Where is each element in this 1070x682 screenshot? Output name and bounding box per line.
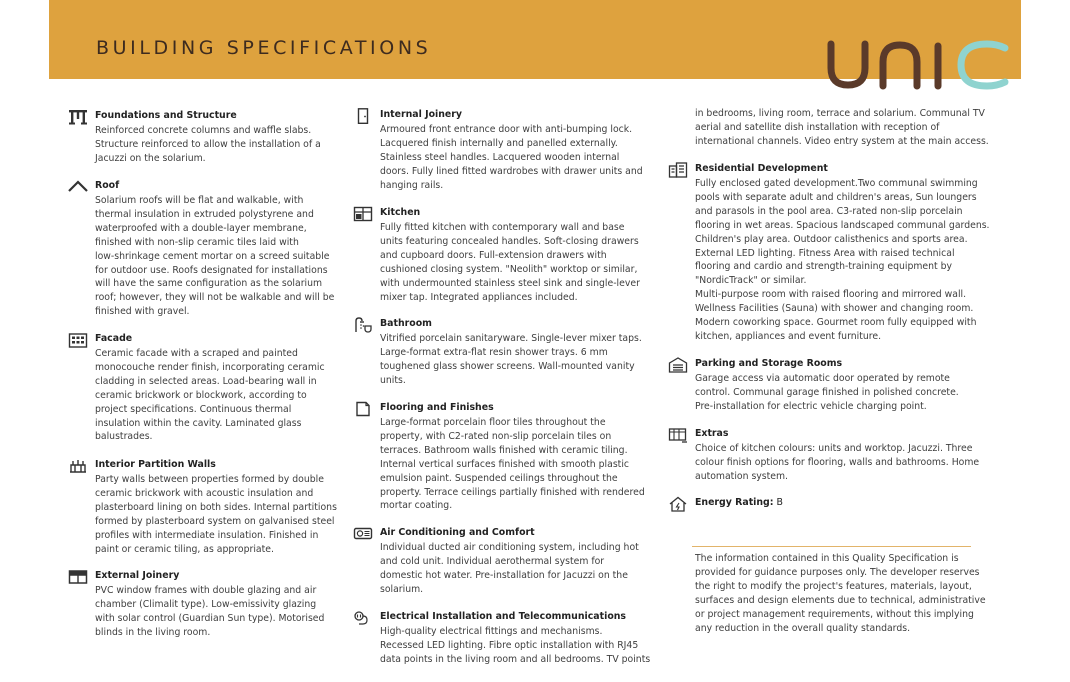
kitchen-icon [353,206,373,222]
body-line: Lacquered finish internally and panelled externally. [380,137,618,149]
energy-house-icon [668,496,688,512]
body-line: Individual ducted air conditioning system, including hot [380,542,639,553]
body-line: chamber (Climalit type). Low-emissivity glazing [95,598,317,610]
body-line: Party walls between properties formed by double [95,474,324,485]
section-title: Foundations and Structure [95,110,237,121]
section-body [380,332,642,388]
body-line: automation system. [695,470,789,482]
body-line: with solar control (Guardian Sun type). Motorised [95,612,325,624]
section-title: Internal Joinery [380,109,463,120]
section-flooring [353,402,645,513]
body-line: will have the same configuration as the solarium [95,278,323,290]
section-extras [668,428,979,484]
section-title: Air Conditioning and Comfort [380,527,535,538]
section-residential [668,163,990,344]
energy-rating-label: Energy Rating: [695,497,774,508]
body-line: Choice of kitchen colours: units and worktop. Jacuzzi. Three [695,443,973,454]
body-line: Armoured front entrance door with anti-bumping lock. [380,124,633,135]
section-title: Electrical Installation and Telecommunications [380,611,627,622]
section-partition-walls [68,459,337,556]
section-title: Residential Development [695,163,828,174]
body-line: ceramic brickwork or blockwork, according to [95,389,307,401]
body-line: and cold unit. Individual aerothermal system for [380,555,605,567]
header-band [49,0,1021,79]
section-parking [668,358,959,414]
disclaimer [695,552,986,635]
air-conditioning-icon [353,526,373,542]
body-line: units. [380,374,406,386]
body-line: solarium. [380,583,424,595]
door-icon [353,108,373,124]
body-line: for outdoor use. Roofs designated for installations [95,264,328,276]
body-line: formed by plasterboard system on galvanised steel [95,515,335,527]
body-line: insulation within the cavity. Laminated glass [95,417,302,429]
page-title: BUILDING SPECIFICATIONS [96,37,432,59]
body-line: doors. Fully lined fitted wardrobes with drawer units and [380,165,643,177]
body-line: flooring in wet areas. Spacious landscaped communal gardens. [695,219,990,231]
body-line: in bedrooms, living room, terrace and solarium. Communal TV [695,108,985,119]
body-line: cladding in selected areas. Load-bearing wall in [95,375,317,387]
body-line: Wellness Facilities (Sauna) with shower and changing room. [695,303,974,315]
garage-icon [668,357,688,373]
body-line: balustrades. [95,431,153,443]
body-line: Modern coworking space. Gourmet room fully equipped with [695,317,977,329]
section-title: Extras [695,428,729,439]
body-line: emulsion paint. Suspended ceilings throughout the [380,472,618,484]
body-line: plasterboard lining on both sides. Internal partitions [95,501,337,513]
section-foundations [68,110,321,166]
body-line: low-shrinkage cement mortar on a screed suitable [95,250,330,262]
body-line: Internal vertical surfaces finished with smooth plastic [380,458,630,470]
body-line: property, with C2-rated non-slip porcelain tiles on [380,430,612,442]
body-line: waterproofed with a double-layer membrane, [95,222,307,234]
body-line: Multi-purpose room with raised flooring and mirrored wall. [695,289,967,301]
body-line: pools with separate adult and children's areas, Sun loungers [695,191,977,203]
body-line: colour finish options for flooring, walls and bathrooms. Home [695,456,980,468]
section-body [95,473,337,556]
body-line: Stainless steel handles. Lacquered wooden internal [380,151,620,163]
electrical-plug-icon [353,610,373,626]
energy-rating-value: B [773,497,783,508]
body-line: and cupboard doors. Full-extension drawers with [380,249,607,261]
section-facade [68,333,325,444]
section-electrical [353,611,650,667]
body-line: profiles with intermediate insulation. Finished in [95,529,319,541]
body-line: Large-format extra-flat resin shower trays. 6 mm [380,346,608,358]
body-line: Solarium roofs will be flat and walkable, with [95,195,304,206]
body-line: Garage access via automatic door operated by remote [695,373,950,384]
extras-icon [668,427,688,443]
body-line: finished with gravel. [95,306,190,318]
body-line: Jacuzzi on the solarium. [95,152,206,164]
unic-logo [825,36,1015,92]
body-line: Recessed LED lighting. Fibre optic installation with RJ45 [380,639,639,651]
section-air-conditioning [353,527,639,597]
roof-icon [68,179,88,195]
section-title: Roof [95,180,120,191]
body-line: data points in the living room and all bedrooms. TV points [380,653,651,665]
section-title: Kitchen [380,207,421,218]
section-roof [68,180,334,319]
body-line: Ceramic facade with a scraped and painted [95,348,298,359]
disclaimer-line: provided for guidance purposes only. The developer reserves [695,566,980,578]
body-line: property. Terrace ceilings partially finished with rendered [380,486,645,498]
disclaimer-line: The information contained in this Quality Specification is [695,553,959,564]
body-line: Reinforced concrete columns and waffle slabs. [95,125,312,136]
disclaimer-line: surfaces and design elements due to technical, administrative [695,594,986,606]
body-line: Children's play area. Outdoor calisthenics and sports area. [695,233,968,245]
body-line: thermal insulation in extruded polystyrene and [95,208,314,220]
body-line: flooring and cardio and strength-training equipment by [695,261,953,273]
section-body [95,194,334,319]
disclaimer-line: any reduction in the overall quality standards. [695,622,911,634]
body-line: Pre-installation for electric vehicle charging point. [695,400,927,412]
body-line: domestic hot water. Pre-installation for Jacuzzi on the [380,569,628,581]
window-icon [68,569,88,585]
section-title: Flooring and Finishes [380,402,494,413]
body-line: Fully enclosed gated development.Two communal swimming [695,178,978,189]
section-body [380,221,640,304]
body-line: paint or ceramic tiling, as appropriate. [95,543,274,555]
body-line: Fully fitted kitchen with contemporary wall and base [380,222,625,233]
partition-wall-icon [68,458,88,474]
body-line: aerial and satellite dish installation with reception of [695,121,940,133]
section-body [380,123,643,193]
section-title: Interior Partition Walls [95,459,216,470]
body-line: and parasols in the pool area. C3-rated non-slip porcelain [695,205,963,217]
column-structure-icon [68,109,88,125]
section-bathroom [353,318,642,388]
residential-building-icon [668,162,688,178]
section-body [380,625,650,667]
body-line: PVC window frames with double glazing and air [95,585,317,596]
body-line: control. Communal garage finished in polished concrete. [695,386,959,398]
section-body [95,584,324,640]
body-line: High-quality electrical fittings and mechanisms. [380,626,603,637]
disclaimer-line: the right to modify the project's features, materials, layout, [695,580,972,592]
body-line: units featuring concealed handles. Soft-closing drawers [380,235,639,247]
body-line: mixer tap. Integrated appliances included. [380,291,578,303]
section-external-joinery [68,570,324,640]
section-body [695,372,959,414]
body-line: terraces. Bathroom walls finished with ceramic tiling. [380,444,628,456]
body-line: ceramic brickwork with acoustic insulation and [95,487,314,499]
electrical-continuation [695,107,989,149]
disclaimer-line: or project management requirements, without this implying [695,608,974,620]
body-line: finished with non-slip ceramic tiles laid with [95,236,299,248]
disclaimer-divider [692,546,971,547]
section-body [380,416,645,513]
section-title: Facade [95,333,133,344]
body-line: Vitrified porcelain sanitaryware. Single-lever mixer taps. [380,333,642,344]
section-title: Bathroom [380,318,432,329]
body-line: mortar coating. [380,500,453,512]
section-kitchen [353,207,640,304]
body-line: cushioned closing system. "Neolith" worktop or similar, [380,263,638,275]
body-line: monocouche render finish, incorporating ceramic [95,361,325,373]
section-body [695,442,979,484]
body-line: Large-format porcelain floor tiles throughout the [380,417,606,428]
body-line: "NordicTrack" or similar. [695,275,807,287]
body-line: kitchen, appliances and event furniture. [695,330,882,342]
section-body [380,541,639,597]
facade-icon [68,332,88,348]
body-line: with undermounted stainless steel sink and single-lever [380,277,640,289]
body-line: Structure reinforced to allow the installation of a [95,138,321,150]
body-line: project specifications. Continuous thermal [95,403,292,415]
section-internal-joinery [353,109,643,193]
body-line: External LED lighting. Fitness Area with raised technical [695,247,955,259]
flooring-icon [353,401,373,417]
bathroom-icon [353,317,373,333]
section-title [695,497,783,508]
body-line: international channels. Video entry system at the main access. [695,135,989,147]
section-body [95,347,325,444]
body-line: roof; however, they will not be walkable and will be [95,292,335,304]
body-line: toughened glass shower screens. Wall-mounted vanity [380,360,635,372]
section-title: External Joinery [95,570,180,581]
section-body [695,177,990,344]
body-line: blinds in the living room. [95,626,211,638]
section-body [95,124,321,166]
section-title: Parking and Storage Rooms [695,358,843,369]
body-line: hanging rails. [380,179,444,191]
